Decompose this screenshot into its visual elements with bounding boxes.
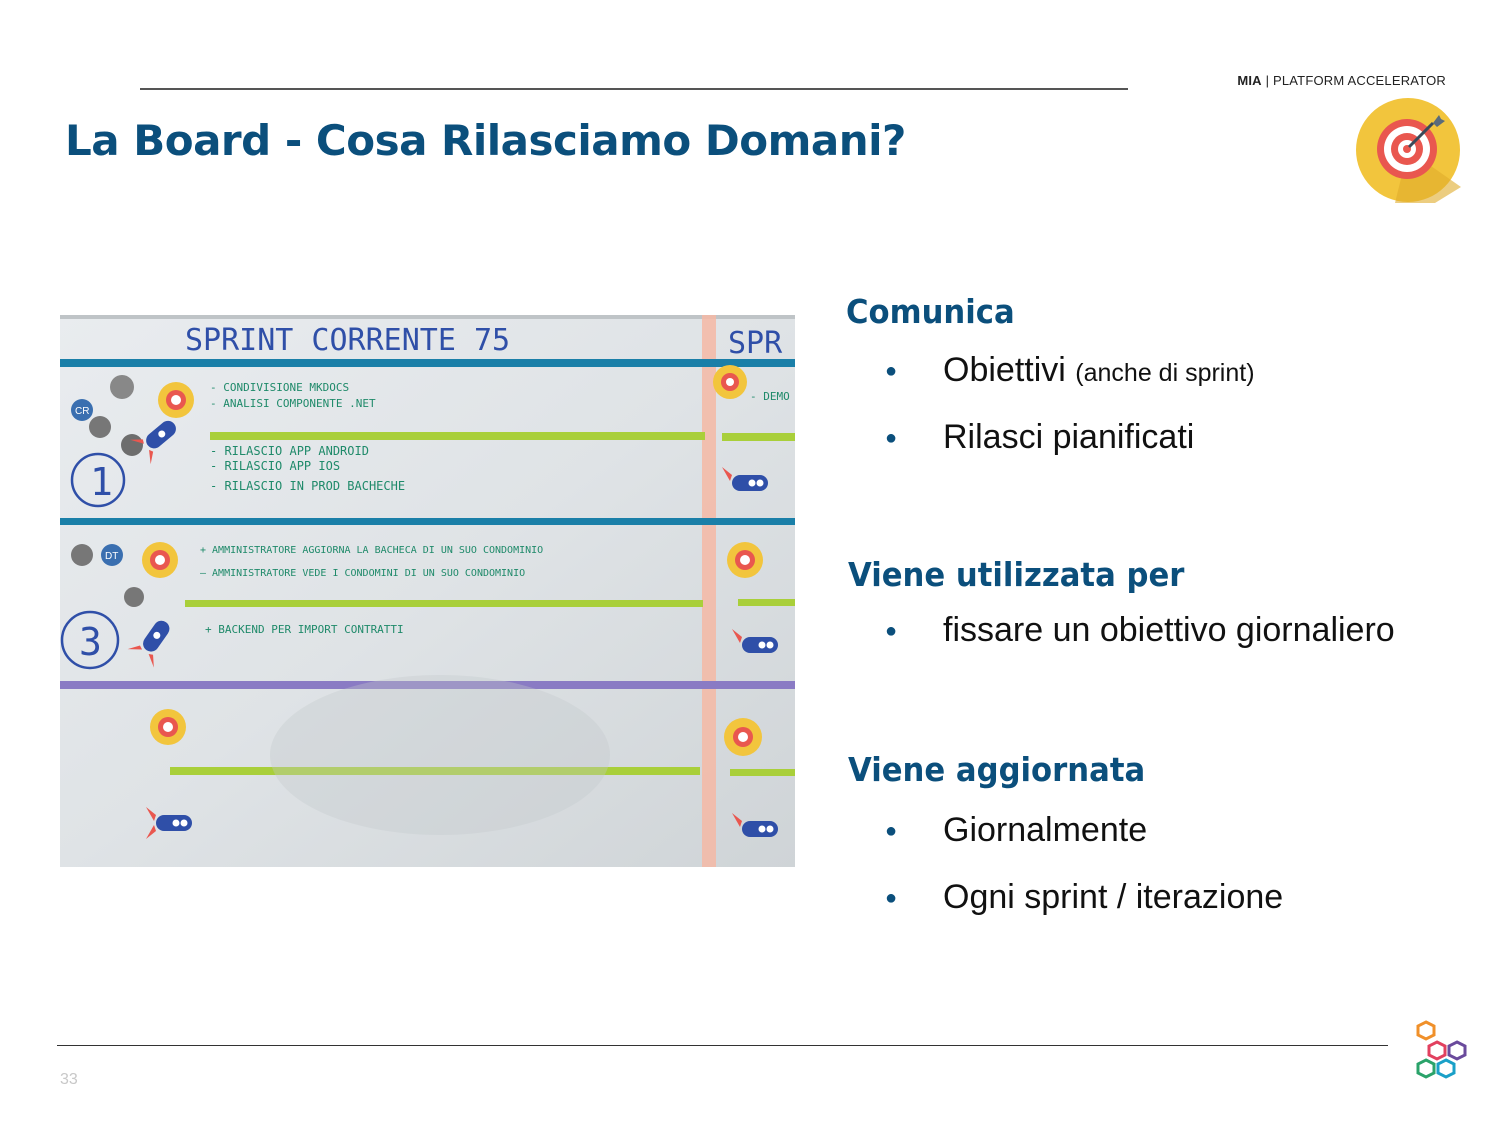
svg-text:- RILASCIO APP ANDROID: - RILASCIO APP ANDROID (210, 444, 369, 458)
hexagon-logo-icon (1412, 1020, 1470, 1080)
board-heading-next: SPR (728, 326, 783, 361)
bullet-icon: ● (885, 620, 898, 642)
bullet-icon: ● (885, 887, 898, 909)
slide-title: La Board - Cosa Rilasciamo Domani? (65, 116, 906, 165)
green-tape-2 (185, 600, 703, 607)
blue-tape-mid (60, 518, 795, 525)
svg-text:+ BACKEND PER IMPORT CONTRATTI: + BACKEND PER IMPORT CONTRATTI (205, 623, 404, 636)
page-number: 33 (60, 1071, 78, 1088)
target-icon (1355, 97, 1461, 203)
whiteboard-photo (60, 315, 795, 867)
brand-label: MIA | PLATFORM ACCELERATOR (1237, 73, 1446, 88)
svg-text:- RILASCIO APP IOS: - RILASCIO APP IOS (210, 459, 341, 473)
board-heading: SPRINT CORRENTE 75 (185, 323, 511, 358)
bullet-icon: ● (885, 427, 898, 449)
blue-tape-top (60, 359, 795, 367)
avatar-cr: CR (75, 406, 90, 417)
green-tape-1 (210, 432, 705, 440)
section-heading-comunica: Comunica (846, 292, 1015, 331)
lane-2-number: 3 (79, 620, 102, 664)
section-heading-aggiornamento: Viene aggiornata (848, 750, 1146, 789)
bullet-icon: ● (885, 360, 898, 382)
pink-divider-tape (702, 315, 716, 867)
bullet-icon: ● (885, 820, 898, 842)
svg-text:+ AMMINISTRATORE AGGIORNA LA B: + AMMINISTRATORE AGGIORNA LA BACHECA DI UN SUO CONDOMINIO (200, 545, 544, 556)
footer-rule (57, 1045, 1388, 1046)
svg-text:- RILASCIO IN PROD BACHECHE: - RILASCIO IN PROD BACHECHE (210, 479, 406, 493)
svg-text:- CONDIVISIONE MKDOCS: - CONDIVISIONE MKDOCS (210, 381, 350, 394)
svg-text:- DEMO: - DEMO (750, 390, 790, 403)
svg-text:— AMMINISTRATORE VEDE I CONDOM: — AMMINISTRATORE VEDE I CONDOMINI DI UN SUO CONDOMINIO (200, 568, 526, 579)
svg-text:- ANALISI COMPONENTE .NET: - ANALISI COMPONENTE .NET (210, 397, 376, 410)
lane-1-number: 1 (90, 460, 113, 504)
avatar-dt: DT (105, 551, 119, 562)
header-rule (140, 88, 1128, 90)
section-heading-utilizzo: Viene utilizzata per (848, 555, 1185, 594)
